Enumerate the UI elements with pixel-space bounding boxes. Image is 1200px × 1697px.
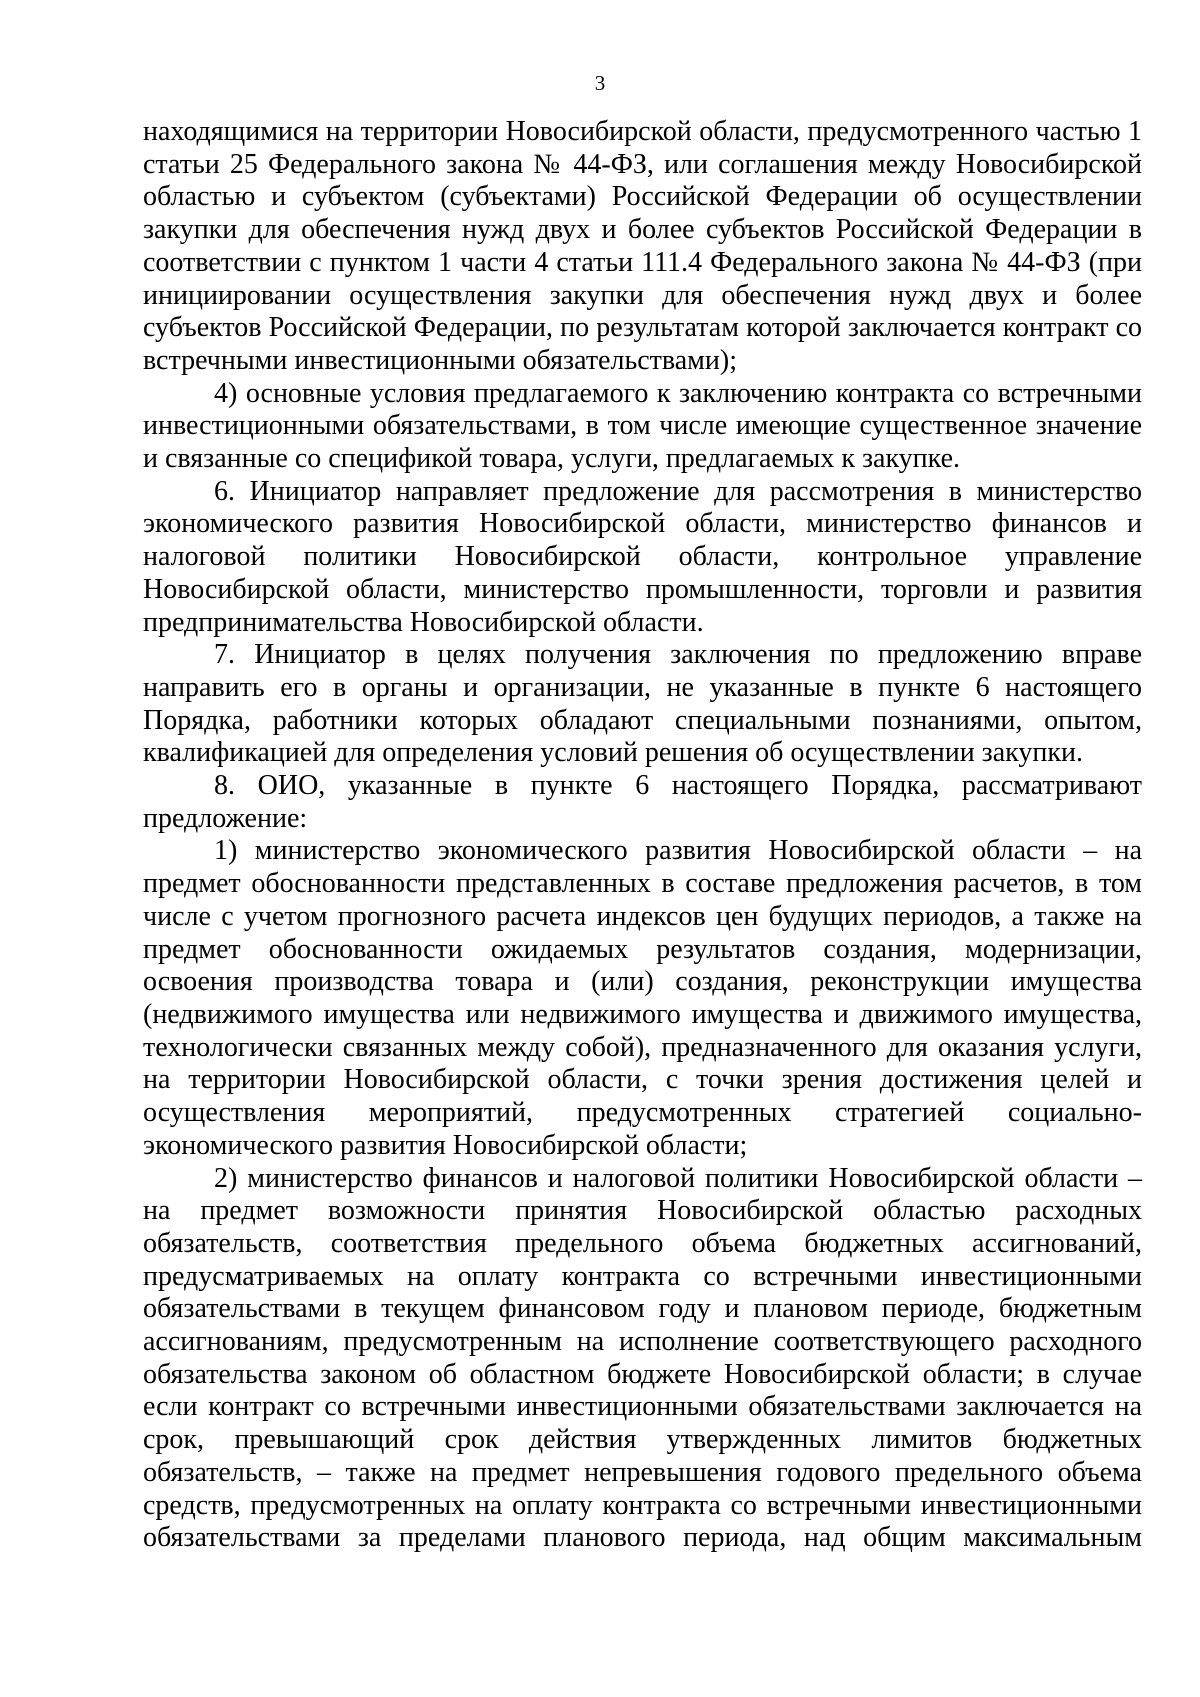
paragraph-subitem-1: 1) министерство экономического развития Новосибирской области – на предмет обоснованности представленных в составе предложения расчетов, в том числе с учетом прогнозного расчета индексов цен будущих периодов, а также на предмет обоснованности ожидаемых результатов создания, модернизации, освоения производства товара и (или) создания, реконструкции имущества (недвижимого имущества или недвижимого имущества и движимого имущества, технологически связанных между собой), предназначенного для оказания услуги, на территории Новосибирской области, с точки зрения достижения целей и осуществления мероприятий, предусмотренных стратегией социально-экономического развития Новосибирской области; bbox=[143, 835, 1142, 1161]
paragraph-continuation: находящимися на территории Новосибирской области, предусмотренного частью 1 статьи 25 Федерального закона № 44-ФЗ, или соглашения между Новосибирской областью и субъектом (субъектами) Российской Федерации об осуществлении закупки для обеспечения нужд двух и более субъектов Российской Федерации в соответствии с пунктом 1 части 4 статьи 111.4 Федерального закона № 44-ФЗ (при инициировании осуществления закупки для обеспечения нужд двух и более субъектов Российской Федерации, по результатам которой заключается контракт со встречными инвестиционными обязательствами); bbox=[143, 116, 1142, 376]
page-number: 3 bbox=[594, 71, 606, 95]
paragraph-subitem-2: 2) министерство финансов и налоговой политики Новосибирской области – на предмет возможности принятия Новосибирской областью расходных обязательств, соответствия предельного объема бюджетных ассигнований, предусматриваемых на оплату контракта со встречными инвестиционными обязательствами в текущем финансовом году и плановом периоде, бюджетным ассигнованиям, предусмотренным на исполнение соответствующего расходного обязательства законом об областном бюджете Новосибирской области; в случае если контракт со встречными инвестиционными обязательствами заключается на срок, превышающий срок действия утвержденных лимитов бюджетных обязательств, – также на предмет непревышения годового предельного объема средств, предусмотренных на оплату контракта со встречными инвестиционными обязательствами за пределами планового периода, над общим максимальным bbox=[143, 1162, 1142, 1554]
document-body bbox=[143, 116, 1142, 1555]
paragraph-clause-8: 8. ОИО, указанные в пункте 6 настоящего Порядка, рассматривают предложение: bbox=[143, 770, 1142, 834]
paragraph-clause-7: 7. Инициатор в целях получения заключения по предложению вправе направить его в органы и организации, не указанные в пункте 6 настоящего Порядка, работники которых обладают специальными познаниями, опытом, квалификацией для определения условий решения об осуществлении закупки. bbox=[143, 639, 1142, 769]
paragraph-clause-6: 6. Инициатор направляет предложение для рассмотрения в министерство экономического развития Новосибирской области, министерство финансов и налоговой политики Новосибирской области, контрольное управление Новосибирской области, министерство промышленности, торговли и развития предпринимательства Новосибирской области. bbox=[143, 475, 1142, 638]
paragraph-item-4: 4) основные условия предлагаемого к заключению контракта со встречными инвестиционными обязательствами, в том числе имеющие существенное значение и связанные со спецификой товара, услуги, предлагаемых к закупке. bbox=[143, 377, 1142, 475]
